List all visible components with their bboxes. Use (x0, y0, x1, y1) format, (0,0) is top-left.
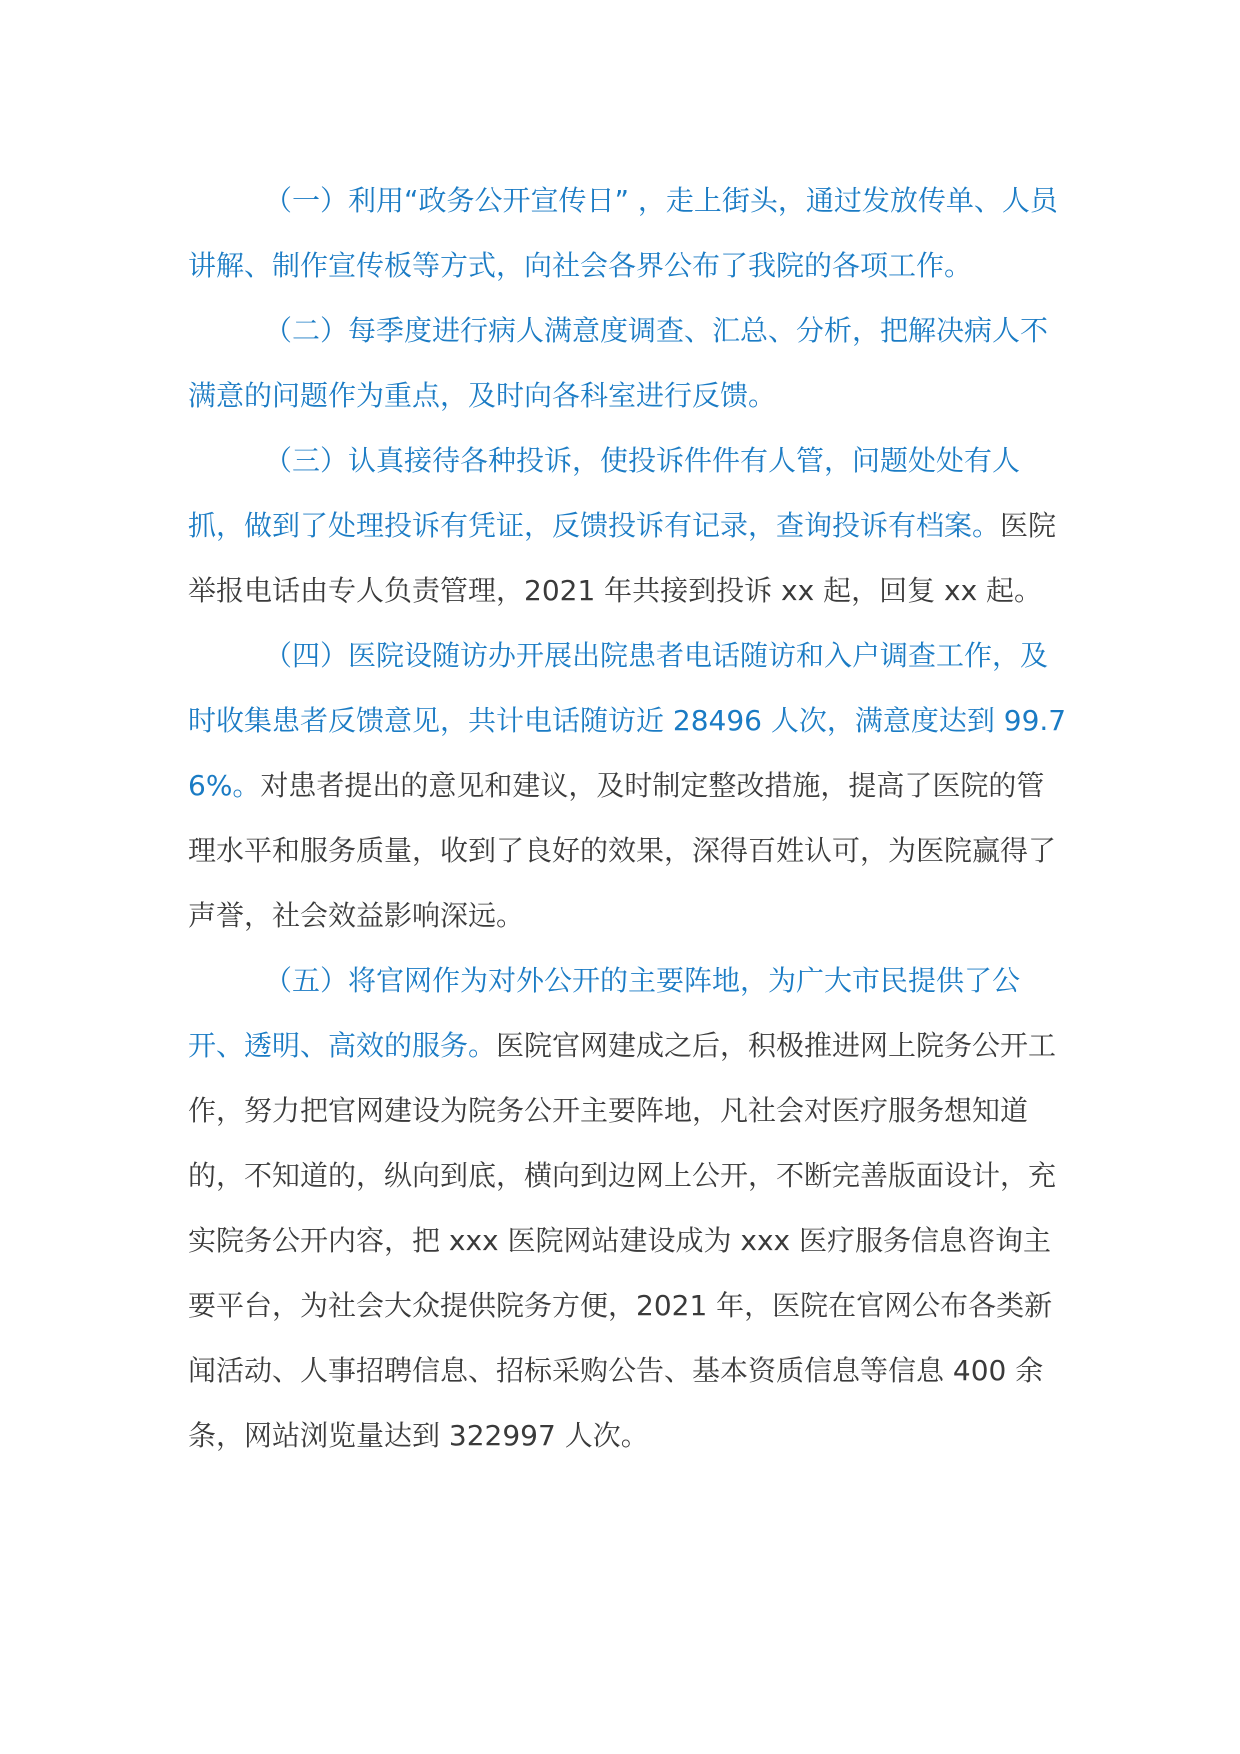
paragraph-body-text: 对患者提出的意见和建议，及时制定整改措施，提高了医院的管理水平和服务质量，收到了良好的效果，深得百姓认可，为医院赢得了声誉，社会效益影响深远。 (188, 769, 1057, 932)
paragraph-body-text: 医院官网建成之后，积极推进网上院务公开工作，努力把官网建设为院务公开主要阵地，凡社会对医疗服务想知道的，不知道的，纵向到底，横向到边网上公开，不断完善版面设计，充实院务公开内容，把 xxx 医院网站建设成为 xxx 医疗服务信息咨询主要平台，为社会大众提供院务方便，2021 年，医院在官网公布各类新闻活动、人事招聘信息、招标采购公告、基本资质信息等信息 400 余条，网站浏览量达到 322997 人次。 (188, 1029, 1057, 1452)
paragraph-heading-highlight: （三）认真接待各种投诉，使投诉件件有人管，问题处处有人抓，做到了处理投诉有凭证，反馈投诉有记录，查询投诉有档案。 (188, 444, 1021, 542)
paragraph-complaints (188, 428, 1068, 623)
paragraph-publicity-day (188, 168, 1068, 298)
paragraph-satisfaction-survey (188, 298, 1068, 428)
paragraph-heading-highlight: （四）医院设随访办开展出院患者电话随访和入户调查工作，及时收集患者反馈意见，共计电话随访近 28496 人次，满意度达到 99.76%。 (188, 639, 1067, 802)
paragraph-heading-highlight: （五）将官网作为对外公开的主要阵地，为广大市民提供了公开、透明、高效的服务。 (188, 964, 1021, 1062)
paragraph-follow-up-visits (188, 623, 1068, 948)
paragraph-official-website (188, 948, 1068, 1468)
paragraph-body-text: 医院举报电话由专人负责管理，2021 年共接到投诉 xx 起，回复 xx 起。 (188, 509, 1057, 607)
paragraph-heading-highlight: （一）利用“政务公开宣传日” ，走上街头，通过发放传单、人员讲解、制作宣传板等方式，向社会各界公布了我院的各项工作。 (188, 184, 1058, 282)
document-page (188, 168, 1068, 1468)
paragraph-heading-highlight: （二）每季度进行病人满意度调查、汇总、分析，把解决病人不满意的问题作为重点，及时向各科室进行反馈。 (188, 314, 1049, 412)
